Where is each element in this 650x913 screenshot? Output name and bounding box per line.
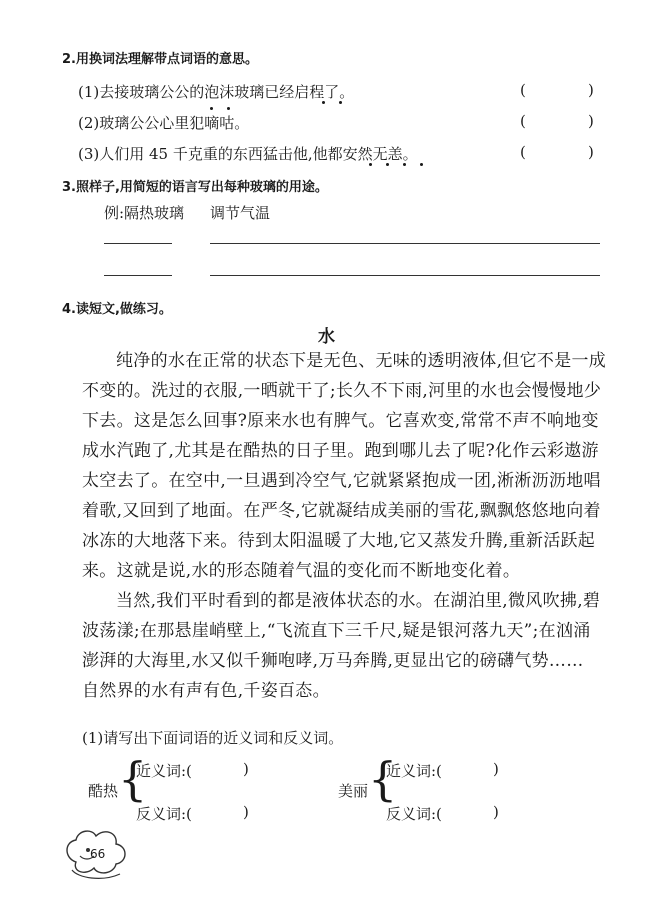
passage-line: 当然,我们平时看到的都是液体状态的水。在湖泊里,微风吹拂,碧: [116, 591, 601, 611]
passage-line: 冰冻的大地落下来。待到太阳温暖了大地,它又蒸发升腾,重新活跃起: [82, 531, 596, 551]
synonym-label: 近义词:(: [136, 762, 192, 780]
synonym-close: ): [243, 760, 249, 778]
passage-line: 太空去了。在空中,一旦遇到冷空气,它就紧紧抱成一团,淅淅沥沥地唱: [82, 471, 601, 491]
synonym-label: 近义词:(: [386, 762, 442, 780]
answer-paren-close: ): [588, 81, 594, 99]
section-2-title: 2.用换词法理解带点词语的意思。: [62, 52, 258, 67]
passage-line: 着歌,又回到了地面。在严冬,它就凝结成美丽的雪花,飘飘悠悠地向着: [82, 501, 601, 521]
passage-line: 自然界的水有声有色,千姿百态。: [82, 681, 330, 701]
emphasis-dot: [386, 163, 389, 166]
answer-paren-close: ): [588, 143, 594, 161]
emphasis-dot: [322, 101, 325, 104]
answer-line-glass[interactable]: [104, 275, 172, 276]
passage-line: 不变的。洗过的衣服,一晒就干了;长久不下雨,河里的水也会慢慢地少: [82, 381, 602, 401]
example-label: 例:隔热玻璃: [104, 204, 185, 222]
antonym-label: 反义词:(: [386, 805, 442, 823]
section-4-title: 4.读短文,做练习。: [62, 302, 172, 317]
passage-line: 澎湃的大海里,水又似千狮咆哮,万马奔腾,更显出它的磅礴气势……: [82, 651, 584, 671]
word-kure: 酷热: [88, 782, 119, 800]
passage-line: 成水汽跑了,尤其是在酷热的日子里。跑到哪儿去了呢?化作云彩遨游: [82, 441, 599, 461]
word-meili: 美丽: [338, 782, 369, 800]
answer-paren-open[interactable]: (: [520, 112, 526, 130]
question-2-2: (2)玻璃公公心里犯嘀咕。: [78, 114, 250, 132]
antonym-close: ): [493, 803, 499, 821]
answer-line-use[interactable]: [210, 243, 600, 244]
brace: {: [368, 752, 398, 806]
question-2-3: (3)人们用 45 千克重的东西猛击他,他都安然无恙。: [78, 145, 418, 163]
emphasis-dot: [210, 107, 213, 110]
emphasis-dot: [403, 163, 406, 166]
synonym-close: ): [493, 760, 499, 778]
emphasis-dot: [369, 163, 372, 166]
passage-line: 来。这就是说,水的形态随着气温的变化而不断地变化着。: [82, 561, 521, 581]
emphasis-dot: [420, 163, 423, 166]
passage-line: 纯净的水在正常的状态下是无色、无味的透明液体,但它不是一成: [116, 351, 607, 371]
answer-paren-close: ): [588, 112, 594, 130]
brace: {: [118, 752, 148, 806]
answer-paren-open[interactable]: (: [520, 143, 526, 161]
question-2-1: (1)去接玻璃公公的泡沫玻璃已经启程了。: [78, 83, 355, 101]
passage-line: 下去。这是怎么回事?原来水也有脾气。它喜欢变,常常不声不响地变: [82, 411, 599, 431]
question-4-1: (1)请写出下面词语的近义词和反义词。: [82, 729, 344, 747]
example-use: 调节气温: [210, 204, 271, 222]
antonym-label: 反义词:(: [136, 805, 192, 823]
page-number: 66: [90, 847, 106, 861]
answer-paren-open[interactable]: (: [520, 81, 526, 99]
answer-line-use[interactable]: [210, 275, 600, 276]
passage-line: 波荡漾;在那悬崖峭壁上,“飞流直下三千尺,疑是银河落九天”;在汹涌: [82, 621, 591, 641]
answer-line-glass[interactable]: [104, 243, 172, 244]
antonym-close: ): [243, 803, 249, 821]
emphasis-dot: [227, 107, 230, 110]
section-3-title: 3.照样子,用简短的语言写出每种玻璃的用途。: [62, 180, 328, 195]
passage-title: 水: [318, 327, 335, 347]
emphasis-dot: [339, 101, 342, 104]
